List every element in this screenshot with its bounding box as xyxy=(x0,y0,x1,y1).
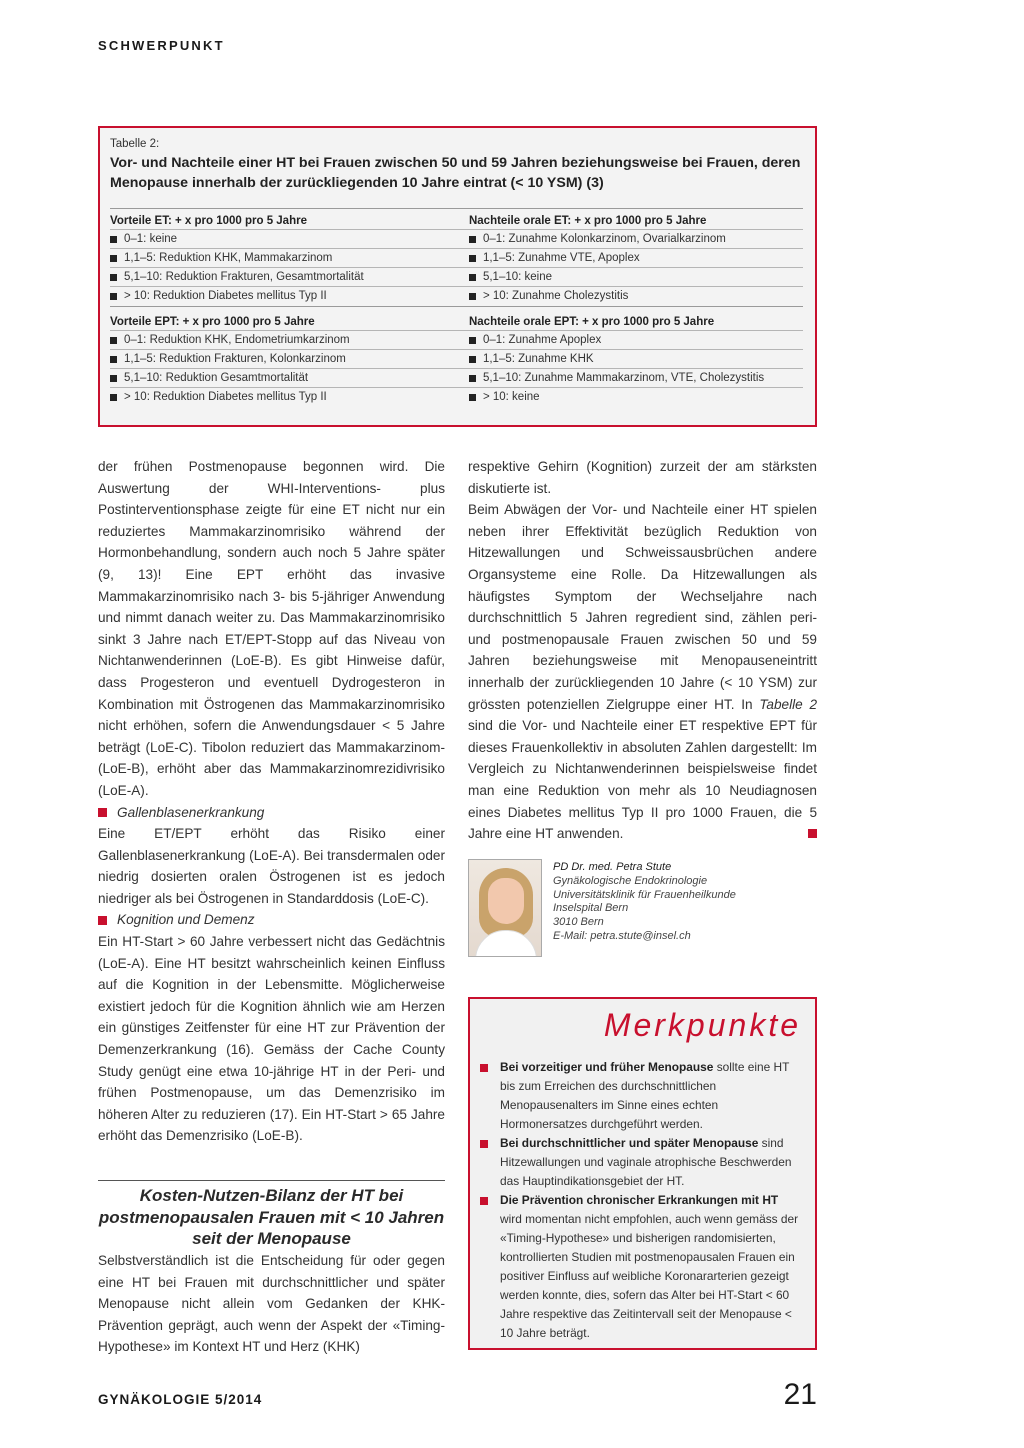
red-square-icon xyxy=(480,1064,488,1072)
body-paragraph: Ein HT-Start > 60 Jahre verbessert nicht das Gedächtnis (LoE-A). Eine HT besitzt wahrscheinlich keinen Einfluss auf die Kognition in der Lebensmitte. Möglicherweise existiert jedoch für die Kognition ähnlich wie am Herzen ein günstiges Zeitfenster für eine HT zur Prävention der Demenzerkrankung (16). Gemäss der Cache County Study genügt eine etwa 10-jährige HT in der Peri- und frühen Postmenopause, um das Demenzrisiko im höheren Alter zu reduzieren (17). Ein HT-Start > 65 Jahre erhöht das Demenzrisiko (LoE-B). xyxy=(98,934,445,1144)
table-row xyxy=(469,349,803,368)
bullet-square-icon xyxy=(469,236,476,243)
bullet-square-icon xyxy=(469,274,476,281)
table-row xyxy=(110,267,469,286)
table-row xyxy=(110,330,469,349)
merkpunkt-bold: Bei durchschnittlicher und später Menopause xyxy=(500,1136,759,1150)
bullet-square-icon xyxy=(110,274,117,281)
table-row xyxy=(110,368,469,387)
subheading-text: Kognition und Demenz xyxy=(117,912,255,928)
table-cell: > 10: Zunahme Cholezystitis xyxy=(482,290,629,302)
table-col-left xyxy=(110,310,469,406)
table-cell: 0–1: keine xyxy=(124,233,178,245)
table-cell: 5,1–10: Reduktion Gesamtmortalität xyxy=(124,372,309,384)
author-affiliation: Gynäkologische Endokrinologie xyxy=(553,874,708,887)
table-row xyxy=(110,248,469,267)
subheading xyxy=(98,802,445,824)
merkpunkt-body: wird momentan nicht empfohlen, auch wenn gemäss der «Timing-Hypothese» und bisherigen randomisierten, kontrollierten Studien mit postmenopausalen Frauen ein positiver Einfluss auf weibliche Koronararterien gezeigt werden konnte, dies, sofern das Alter bei HT-Start < 60 Jahre respektive das Zeitintervall seit der Menopause < 10 Jahre beträgt. xyxy=(500,1212,799,1340)
table-head: Vorteile EPT: + x pro 1000 pro 5 Jahre xyxy=(110,316,315,328)
merkpunkt-bold: Bei vorzeitiger und früher Menopause xyxy=(500,1060,714,1074)
merkpunkt-bold: Die Prävention chronischer Erkrankungen mit HT xyxy=(500,1193,779,1207)
section-label: SCHWERPUNKT xyxy=(98,38,225,53)
table-group-et xyxy=(110,209,803,305)
body-paragraph: Eine ET/EPT erhöht das Risiko einer Gallenblasenerkrankung (LoE-A). Bei transdermalen oder niedrig dosierten oralen Östrogenen ist es jedoch niedriger als bei Östrogenen in Standarddosis (LoE-C). xyxy=(98,826,445,906)
table-row xyxy=(110,387,469,406)
merkpunkt-text xyxy=(500,1134,801,1191)
bullet-square-icon xyxy=(469,356,476,363)
merkpunkt-text xyxy=(500,1191,801,1343)
bullet-square-icon xyxy=(469,394,476,401)
paragraph-text: sind die Vor- und Nachteile einer ET respektive EPT für dieses Frauenkollektiv in absoluten Zahlen dargestellt: Im Vergleich zu Nichtanwenderinnen beispielsweise findet man eine Reduktion von mehr als 10 Neudiagnosen eines Diabetes mellitus Typ II pro 1000 Frauen, die 5 Jahre eine HT anwenden. xyxy=(468,718,817,842)
bullet-square-icon xyxy=(469,375,476,382)
paragraph-text: Beim Abwägen der Vor- und Nachteile einer HT spielen neben ihrer Effektivität bezüglich Reduktion von Hitzewallungen und Schweissausbrüchen andere Organsysteme eine Rolle. Da Hitzewallungen als häufigstes Symptom der Wechseljahre nach durchschnittlich 5 Jahren regredient sind, zählen peri- und postmenopausale Frauen zwischen 50 und 59 Jahren beziehungsweise mit Menopauseneintritt innerhalb der zurückliegenden 10 Jahre (< 10 YSM) zur grössten potenziellen Zielgruppe einer HT. In xyxy=(468,502,817,712)
body-paragraph: respektive Gehirn (Kognition) zurzeit der am stärksten diskutierte ist. xyxy=(468,459,817,496)
bullet-square-icon xyxy=(469,255,476,262)
merkpunkte-title: Merkpunkte xyxy=(603,1007,801,1043)
author-email: E-Mail: petra.stute@insel.ch xyxy=(553,929,691,942)
merkpunkt-item xyxy=(480,1191,801,1343)
table-title: Vor- und Nachteile einer HT bei Frauen zwischen 50 und 59 Jahren beziehungsweise bei Frauen, deren Menopause innerhalb der zurückliegenden 10 Jahre eintrat (< 10 YSM) (3) xyxy=(110,155,801,191)
bullet-square-icon xyxy=(110,394,117,401)
table-row xyxy=(110,286,469,305)
table-cell: 1,1–5: Zunahme KHK xyxy=(482,353,594,365)
body-paragraph: Selbstverständlich ist die Entscheidung für oder gegen eine HT bei Frauen mit durchschnittlicher und später Menopause nicht allein vom Gedanken der KHK-Prävention geprägt, auch wenn der Aspekt der «Timing-Hypothese» im Kontext HT und Herz (KHK) xyxy=(98,1253,445,1355)
table-row xyxy=(469,286,803,305)
table-head: Vorteile ET: + x pro 1000 pro 5 Jahre xyxy=(110,215,307,227)
section-rule xyxy=(98,1180,445,1181)
footer-journal: GYNÄKOLOGIE 5/2014 xyxy=(98,1392,263,1407)
table-cell: > 10: Reduktion Diabetes mellitus Typ II xyxy=(124,391,327,403)
red-square-icon xyxy=(480,1140,488,1148)
merkpunkt-body: sind Hitzewallungen und vaginale atrophische Beschwerden das Hauptindikationsgebiet der HT. xyxy=(500,1136,792,1188)
table-cell: 0–1: Reduktion KHK, Endometriumkarzinom xyxy=(124,334,350,346)
left-column-continued xyxy=(98,1250,445,1358)
table-col-right xyxy=(469,310,803,406)
bullet-square-icon xyxy=(110,356,117,363)
subheading xyxy=(98,909,445,931)
table-cell: > 10: Reduktion Diabetes mellitus Typ II xyxy=(124,290,327,302)
bullet-square-icon xyxy=(110,255,117,262)
bullet-square-icon xyxy=(469,337,476,344)
author-photo xyxy=(468,859,542,957)
right-column xyxy=(468,456,817,845)
table-col-left xyxy=(110,209,469,305)
table-cell: 5,1–10: Reduktion Frakturen, Gesamtmortalität xyxy=(124,271,364,283)
left-column xyxy=(98,456,445,1147)
table-col-right xyxy=(469,209,803,305)
table-cell: 0–1: Zunahme Apoplex xyxy=(482,334,602,346)
merkpunkt-item xyxy=(480,1134,801,1191)
author-info xyxy=(553,861,817,944)
table-cell: > 10: keine xyxy=(482,391,540,403)
table-box xyxy=(98,126,817,427)
red-square-icon xyxy=(98,808,107,817)
subheading-text: Gallenblasenerkrankung xyxy=(117,804,265,820)
author-address: 3010 Bern xyxy=(553,916,604,929)
table-cell: 5,1–10: keine xyxy=(482,271,553,283)
author-affiliation: Universitätsklinik für Frauenheilkunde xyxy=(553,888,736,901)
photo-body xyxy=(475,930,537,957)
table-head: Nachteile orale ET: + x pro 1000 pro 5 Jahre xyxy=(468,215,707,227)
table-reference: Tabelle 2 xyxy=(759,696,817,712)
table-row xyxy=(469,330,803,349)
merkpunkt-item xyxy=(480,1058,801,1134)
table-cell: 1,1–5: Reduktion Frakturen, Kolonkarzinom xyxy=(124,353,346,365)
section-title: Kosten-Nutzen-Bilanz der HT bei postmenopausalen Frauen mit < 10 Jahren seit der Menopause xyxy=(98,1186,445,1248)
table-cell: 0–1: Zunahme Kolonkarzinom, Ovarialkarzinom xyxy=(482,233,726,245)
table-cell: 1,1–5: Reduktion KHK, Mammakarzinom xyxy=(124,252,333,264)
table-row xyxy=(469,267,803,286)
table-row xyxy=(469,368,803,387)
table-head: Nachteile orale EPT: + x pro 1000 pro 5 Jahre xyxy=(468,316,715,328)
merkpunkt-body: sollte eine HT bis zum Erreichen des durchschnittlichen Menopausenalters im Sinne eines echten Hormonersatzes durchgeführt werden. xyxy=(500,1060,790,1131)
author-affiliation: Inselspital Bern xyxy=(553,902,629,915)
merkpunkte-box xyxy=(468,997,817,1350)
table-row xyxy=(469,229,803,248)
table-row xyxy=(469,248,803,267)
bullet-square-icon xyxy=(110,293,117,300)
page-number: 21 xyxy=(783,1378,817,1411)
body-paragraph xyxy=(468,499,817,845)
table-cell: 1,1–5: Zunahme VTE, Apoplex xyxy=(482,252,640,264)
bullet-square-icon xyxy=(110,337,117,344)
red-square-icon xyxy=(480,1197,488,1205)
author-name: PD Dr. med. Petra Stute xyxy=(553,861,672,873)
table-group-ept xyxy=(110,306,803,406)
bullet-square-icon xyxy=(110,375,117,382)
table-cell: 5,1–10: Zunahme Mammakarzinom, VTE, Cholezystitis xyxy=(482,372,765,384)
table-row xyxy=(469,387,803,406)
table-label: Tabelle 2: xyxy=(110,138,160,150)
body-paragraph: der frühen Postmenopause begonnen wird. Die Auswertung der WHI-Interventions- plus Postinterventionsphase zeigte für eine ET nicht nur ein reduziertes Mammakarzinomrisiko während der Hormonbehandlung, sondern auch noch 5 Jahre später (9, 13)! Eine EPT erhöht das invasive Mammakarzinomrisiko nach 3- bis 5-jähriger Anwendung und nimmt danach weiter zu. Das Mammakarzinomrisiko sinkt 3 Jahre nach ET/EPT-Stopp auf das Niveau von Nichtanwenderinnen (LoE-B). Es gibt Hinweise dafür, dass Progesteron und eventuell Dydrogesteron in Kombination mit Östrogenen das Mammakarzinomrisiko nicht erhöhen, sofern die Anwendungsdauer < 5 Jahre beträgt (LoE-C). Tibolon reduziert das Mammakarzinom- (LoE-B), erhöht aber das Mammakarzinomrezidivrisiko (LoE-A). xyxy=(98,459,445,798)
table-row xyxy=(110,229,469,248)
end-mark-icon xyxy=(808,829,817,838)
red-square-icon xyxy=(98,916,107,925)
photo-face xyxy=(488,878,524,924)
merkpunkt-text xyxy=(500,1058,801,1134)
table-row xyxy=(110,349,469,368)
bullet-square-icon xyxy=(110,236,117,243)
bullet-square-icon xyxy=(469,293,476,300)
